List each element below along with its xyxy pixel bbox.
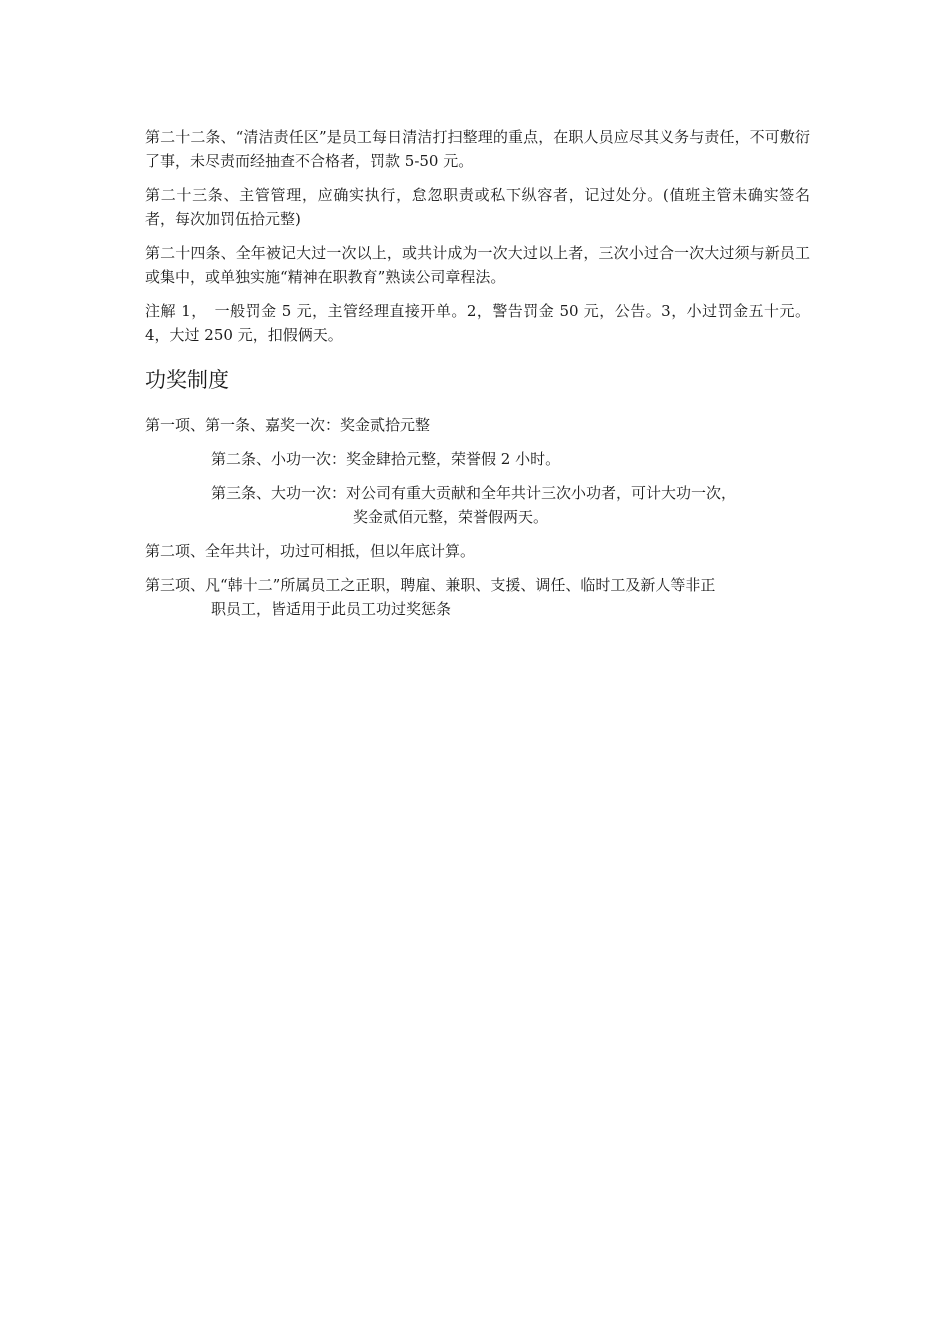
- award-item-3-line-2: 职员工，皆适用于此员工功过奖惩条: [211, 600, 452, 618]
- article-22: 第二十二条、“清洁责任区”是员工每日清洁打扫整理的重点，在职人员应尽其义务与责任，不可敷衍了事，未尽责而经抽查不合格者，罚款 5-50 元。: [145, 128, 810, 170]
- penalty-note: 注解 1， 一般罚金 5 元，主管经理直接开单。2，警告罚金 50 元，公告。3，小过罚金五十元。4，大过 250 元，扣假俩天。: [145, 302, 810, 344]
- article-24: 第二十四条、全年被记大过一次以上，或共计成为一次大过以上者，三次小过合一次大过须与新员工或集中，或单独实施“精神在职教育”熟读公司章程法。: [145, 244, 810, 286]
- article-23: 第二十三条、主管管理，应确实执行，怠忽职责或私下纵容者，记过处分。(值班主管未确实签名者，每次加罚伍拾元整): [145, 186, 810, 228]
- award-item-1-article-2: 第二条、小功一次：奖金肆拾元整，荣誉假 2 小时。: [211, 450, 561, 468]
- award-item-1-article-3: [145, 481, 810, 529]
- award-item-1-article-1: 第一项、第一条、嘉奖一次：奖金贰拾元整: [145, 416, 431, 434]
- award-item-2: 第二项、全年共计，功过可相抵，但以年底计算。: [145, 542, 476, 560]
- award-item-3: [145, 573, 810, 621]
- award-item-3-line-1: 第三项、凡“韩十二”所属员工之正职，聘雇、兼职、支援、调任、临时工及新人等非正: [145, 576, 716, 594]
- award-article-3-line-2: 奖金贰佰元整，荣誉假两天。: [353, 508, 549, 526]
- document-body: [145, 125, 810, 631]
- section-title: 功奖制度: [145, 368, 229, 392]
- award-article-3-line-1: 第三条、大功一次：对公司有重大贡献和全年共计三次小功者，可计大功一次，: [211, 484, 737, 502]
